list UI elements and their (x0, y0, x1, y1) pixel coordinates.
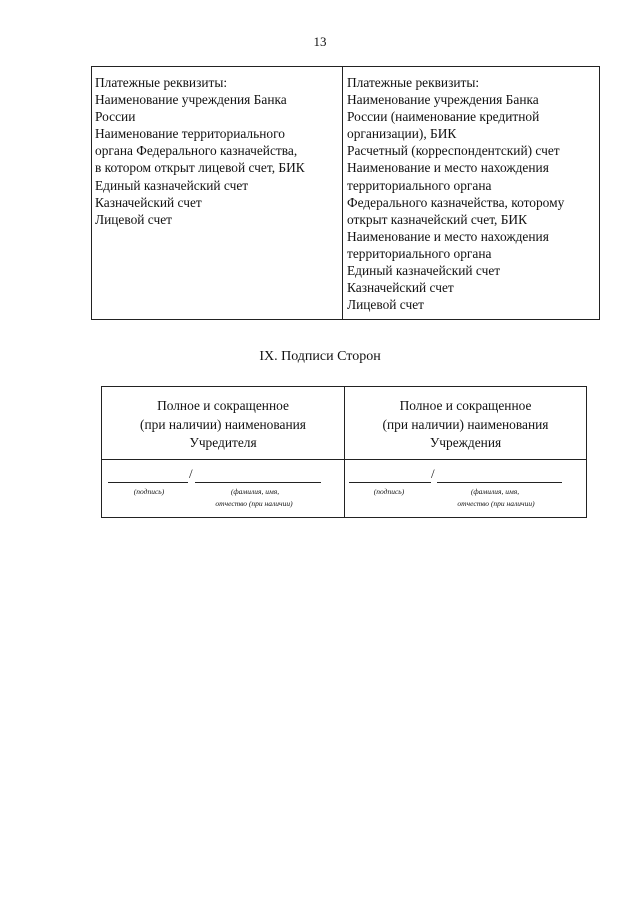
heading-line: Полное и сокращенное (399, 398, 532, 413)
page-number: 13 (313, 34, 327, 49)
requisite-line: России (наименование кредитной (347, 109, 540, 125)
founder-heading (102, 397, 344, 453)
founder-signature-column (102, 387, 345, 517)
founder-signature-caption: (подпись) (133, 487, 165, 496)
founder-requisites-cell (92, 67, 343, 319)
heading-line: (при наличии) наименования (140, 416, 306, 432)
founder-name-caption-1: (фамилия, имя, (230, 487, 280, 496)
requisite-line: Федерального казначейства, которому (347, 194, 565, 210)
requisite-line: территориального органа (347, 177, 492, 193)
requisite-line: Лицевой счет (95, 211, 173, 227)
requisite-line: органа Федерального казначейства, (95, 143, 298, 159)
requisite-line: в котором открыт лицевой счет, БИК (95, 160, 305, 176)
signature-divider (345, 459, 586, 460)
requisite-line: Наименование территориального (95, 126, 285, 142)
requisite-line: открыт казначейский счет, БИК (347, 211, 528, 227)
institution-name-caption-1: (фамилия, имя, (470, 487, 520, 496)
payment-requisites-table (91, 66, 600, 320)
requisite-line: Лицевой счет (347, 297, 425, 313)
institution-name-caption-2: отчество (при наличии) (457, 499, 535, 508)
requisite-line: России (95, 109, 136, 125)
requisite-line: Платежные реквизиты: (95, 75, 228, 90)
heading-line: Полное и сокращенное (157, 398, 289, 413)
heading-line: (при наличии) наименования (382, 416, 549, 432)
institution-slash: / (431, 466, 435, 481)
institution-signature-column (345, 387, 586, 517)
requisite-line: Единый казначейский счет (95, 177, 249, 193)
institution-signature-caption: (подпись) (373, 487, 405, 496)
heading-line: Учреждения (429, 435, 502, 450)
institution-name-line (437, 482, 562, 483)
requisite-line: Наименование и место нахождения (347, 228, 549, 244)
signature-divider (102, 459, 344, 460)
institution-requisites-cell (343, 67, 599, 319)
requisite-line: организации), БИК (347, 126, 457, 142)
requisite-line: Наименование учреждения Банка (347, 92, 539, 108)
section-title: IX. Подписи Сторон (259, 349, 381, 364)
founder-signature-line (108, 482, 188, 483)
requisite-line: Наименование и место нахождения (347, 160, 549, 176)
requisite-line: Платежные реквизиты: (347, 75, 480, 90)
requisite-line: Казначейский счет (347, 280, 454, 296)
founder-name-line (195, 482, 321, 483)
requisite-line: Наименование учреждения Банка (95, 92, 287, 108)
requisite-line: Казначейский счет (95, 194, 202, 210)
heading-line: Учредителя (189, 435, 257, 450)
requisite-line: Расчетный (корреспондентский) счет (347, 143, 560, 159)
requisite-line: Единый казначейский счет (347, 263, 501, 279)
institution-signature-line (349, 482, 431, 483)
founder-slash: / (189, 466, 193, 481)
founder-name-caption-2: отчество (при наличии) (215, 499, 293, 508)
institution-heading (345, 397, 586, 453)
requisite-line: территориального органа (347, 245, 492, 261)
